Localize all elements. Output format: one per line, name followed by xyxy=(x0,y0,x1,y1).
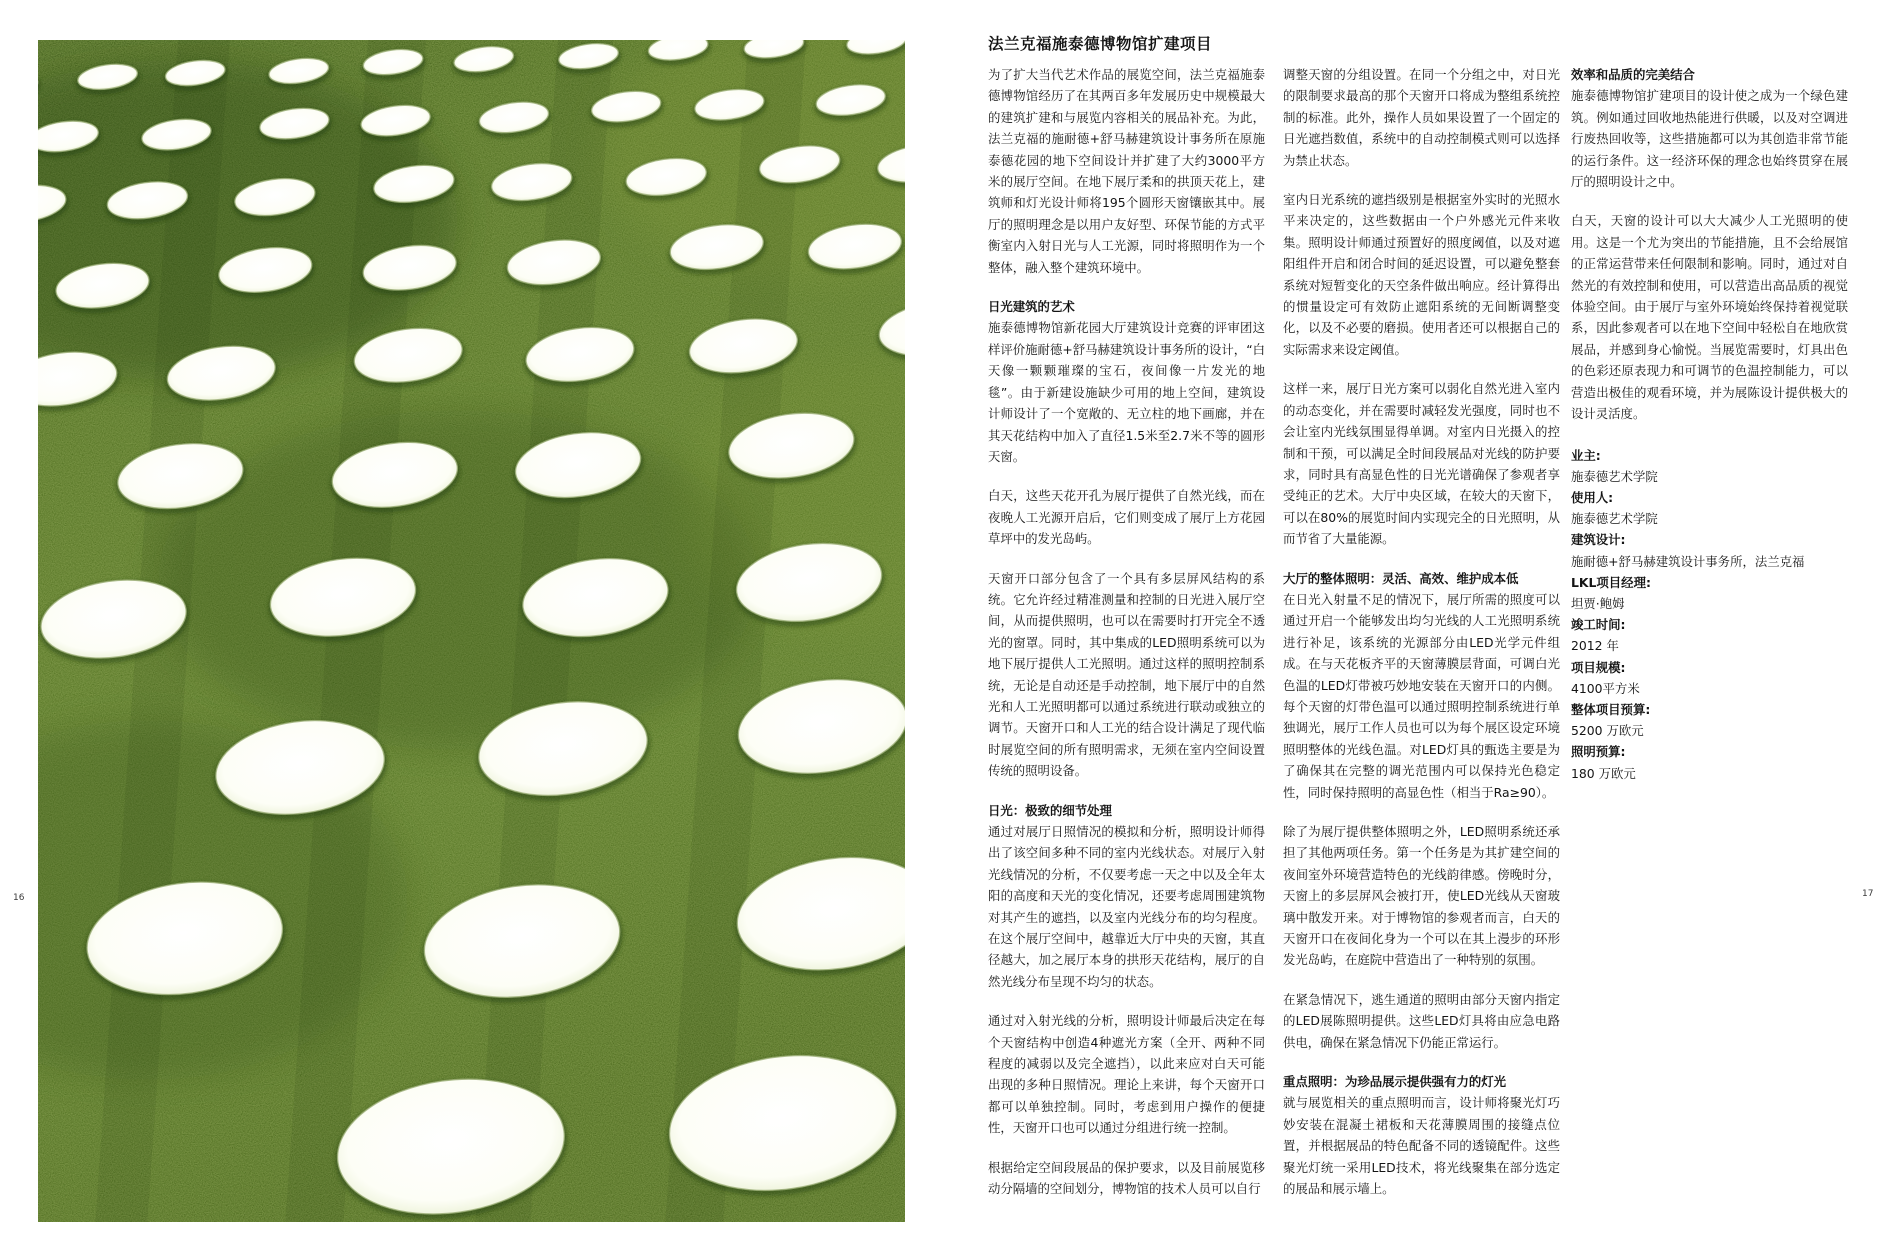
project-info-label: 竣工时间: xyxy=(1571,617,1626,633)
paragraph: 白天，这些天花开孔为展厅提供了自然光线，而在夜晚人工光源开启后，它们则变成了展厅上方花园草坪中的发光岛屿。 xyxy=(988,488,1265,547)
project-info-value: 施泰德艺术学院 xyxy=(1571,468,1658,484)
project-info-label: 建筑设计: xyxy=(1571,532,1626,548)
article-column-1 xyxy=(988,33,1265,1200)
project-info-value: 180 万欧元 xyxy=(1571,765,1636,781)
paragraph: 为了扩大当代艺术作品的展览空间，法兰克福施泰德博物馆经历了在其两百多年发展历史中规模最大的建筑扩建和与展览内容相关的展品补充。为此，法兰克福的施耐德+舒马赫建筑设计事务所在原施泰德花园的地下空间设计并扩建了大约3000平方米的展厅空间。在地下展厅柔和的拱顶天花上，建筑师和灯光设计师将195个圆形天窗镶嵌其中。展厅的照明理念是以用户友好型、环保节能的方式平衡室内入射日光与人工光源，同时将照明作为一个整体，融入整个建筑环境中。 xyxy=(988,67,1265,275)
project-info-label: 业主: xyxy=(1571,447,1601,463)
page-number-right: 17 xyxy=(1862,889,1874,899)
article-column-3 xyxy=(1571,33,1848,784)
lawn-skylights-photo-canvas xyxy=(38,40,905,1222)
paragraph: 除了为展厅提供整体照明之外，LED照明系统还承担了其他两项任务。第一个任务是为其扩建空间的夜间室外环境营造特色的光线韵律感。傍晚时分，天窗上的多层屏风会被打开，使LED光线从天窗玻璃中散发开来。对于博物馆的参观者而言，白天的天窗开口在夜间化身为一个可以在其上漫步的环形发光岛屿，在庭院中营造出了一种特别的氛围。 xyxy=(1283,824,1560,968)
paragraph: 室内日光系统的遮挡级别是根据室外实时的光照水平来决定的，这些数据由一个户外感光元件来收集。照明设计师通过预置好的照度阈值，以及对遮阳组件开启和闭合时间的延迟设置，可以避免整套系统对短暂变化的天空条件做出响应。经计算得出的惯量设定可有效防止遮阳系统的无间断调整变化，以及不必要的磨损。使用者还可以根据自己的实际需求来设定阈值。 xyxy=(1283,192,1560,357)
project-info-label: 使用人: xyxy=(1571,489,1614,505)
project-info-value: 4100平方米 xyxy=(1571,680,1640,696)
project-info-value: 施耐德+舒马赫建筑设计事务所，法兰克福 xyxy=(1571,553,1805,569)
project-info-value: 坦贾·鲍姆 xyxy=(1571,595,1625,611)
paragraph: 施泰德博物馆扩建项目的设计使之成为一个绿色建筑。例如通过回收地热能进行供暖，以及对空调进行废热回收等，这些措施都可以为其创造非常节能的运行条件。这一经济环保的理念也始终贯穿在展厅的照明设计之中。 xyxy=(1571,88,1848,190)
paragraph: 通过对展厅日照情况的模拟和分析，照明设计师得出了该空间多种不同的室内光线状态。对展厅入射光线情况的分析，不仅要考虑一天之中以及全年太阳的高度和天光的变化情况，还要考虑周围建筑物对其产生的遮挡，以及室内光线分布的均匀程度。在这个展厅空间中，越靠近大厅中央的天窗，其直径越大，加之展厅本身的拱形天花结构，展厅的自然光线分布呈现不均匀的状态。 xyxy=(988,824,1265,989)
section-heading: 日光：极致的细节处理 xyxy=(988,802,1112,818)
paragraph: 通过对入射光线的分析，照明设计师最后决定在每个天窗结构中创造4种遮光方案（全开、两种不同程度的减弱以及完全遮挡），以此来应对白天可能出现的多种日照情况。理论上来讲，每个天窗开口都可以单独控制。同时，考虑到用户操作的便捷性，天窗开口也可以通过分组进行统一控制。 xyxy=(988,1013,1265,1136)
lawn-skylights-photo xyxy=(38,40,905,1222)
paragraph: 施泰德博物馆新花园大厅建筑设计竞赛的评审团这样评价施耐德+舒马赫建筑设计事务所的设计，“白天像一颗颗璀璨的宝石，夜间像一片发光的地毯”。由于新建设施缺少可用的地上空间，建筑设计师设计了一个宽敞的、无立柱的地下画廊，并在其天花结构中加入了直径1.5米至2.7米不等的圆形天窗。 xyxy=(988,320,1266,464)
project-info-value: 施泰德艺术学院 xyxy=(1571,511,1658,527)
paragraph: 这样一来，展厅日光方案可以弱化自然光进入室内的动态变化，并在需要时减轻发光强度，同时也不会让室内光线氛围显得单调。对室内日光摄入的控制和干预，可以满足全时间段展品对光线的防护要求，同时具有高显色性的日光光谱确保了参观者享受纯正的艺术。大厅中央区域，在较大的天窗下，可以在80%的展览时间内实现完全的日光照明，从而节省了大量能源。 xyxy=(1283,381,1560,547)
project-info-value: 2012 年 xyxy=(1571,638,1619,654)
project-info-label: LKL项目经理: xyxy=(1571,574,1651,590)
paragraph: 天窗开口部分包含了一个具有多层屏风结构的系统。它允许经过精准测量和控制的日光进入展厅空间，从而提供照明，也可以在需要时打开完全不透光的窗罩。同时，其中集成的LED照明系统可以为地下展厅提供人工光照明。通过这样的照明控制系统，无论是自动还是手动控制，地下展厅中的自然光和人工光照明都可以通过系统进行联动或独立的调节。天窗开口和人工光的结合设计满足了现代临时展览空间的所有照明需求，无须在室内空间设置传统的照明设备。 xyxy=(988,570,1265,779)
project-info-value: 5200 万欧元 xyxy=(1571,723,1644,739)
section-heading: 效率和品质的完美结合 xyxy=(1571,67,1695,82)
section-heading: 日光建筑的艺术 xyxy=(988,299,1075,315)
paragraph: 在日光入射量不足的情况下，展厅所需的照度可以通过开启一个能够发出均匀光线的人工光照明系统进行补足，该系统的光源部分由LED光学元件组成。在与天花板齐平的天窗薄膜层背面，可调白光色温的LED灯带被巧妙地安装在天窗开口的内侧。每个天窗的灯带色温可以通过照明控制系统进行单独调光，展厅工作人员也可以为每个展区设定环境照明整体的光线色温。对LED灯具的甄选主要是为了确保其在完整的调光范围内可以保持光色稳定性，同时保持照明的高显色性（相当于Ra≥90）。 xyxy=(1283,591,1560,800)
paragraph: 白天，天窗的设计可以大大减少人工光照明的使用。这是一个尤为突出的节能措施，且不会给展馆的正常运营带来任何限制和影响。同时，通过对自然光的有效控制和使用，可以营造出高品质的视觉体验空间。由于展厅与室外环境始终保持着视觉联系，因此参观者可以在地下空间中轻松自在地欣赏展品，并感到身心愉悦。当展览需要时，灯具出色的色彩还原表现力和可调节的色温控制能力，可以营造出极佳的观看环境，并为展陈设计提供极大的设计灵活度。 xyxy=(1571,213,1848,422)
paragraph: 根据给定空间段展品的保护要求，以及目前展览移动分隔墙的空间划分，博物馆的技术人员可以自行 xyxy=(988,1159,1265,1197)
project-info-label: 整体项目预算: xyxy=(1571,701,1651,717)
section-heading: 重点照明：为珍品展示提供强有力的灯光 xyxy=(1283,1074,1507,1090)
project-info-list xyxy=(1571,445,1848,784)
article-column-2 xyxy=(1283,33,1560,1200)
paragraph: 调整天窗的分组设置。在同一个分组之中，对日光的限制要求最高的那个天窗开口将成为整组系统控制的标准。此外，操作人员如果设置了一个固定的日光遮挡数值，系统中的自动控制模式则可以选择为禁止状态。 xyxy=(1283,67,1560,168)
paragraph: 在紧急情况下，逃生通道的照明由部分天窗内指定的LED展陈照明提供。这些LED灯具将由应急电路供电，确保在紧急情况下仍能正常运行。 xyxy=(1283,991,1560,1050)
page-number-left: 16 xyxy=(13,893,25,903)
project-info-label: 项目规模: xyxy=(1571,659,1626,675)
project-info-label: 照明预算: xyxy=(1571,744,1626,760)
section-heading: 大厅的整体照明：灵活、高效、维护成本低 xyxy=(1283,570,1519,586)
article-title: 法兰克福施泰德博物馆扩建项目 xyxy=(988,35,1213,53)
paragraph: 就与展览相关的重点照明而言，设计师将聚光灯巧妙安装在混凝土裙板和天花薄膜周围的接缝点位置，并根据展品的特色配备不同的透镜配件。这些聚光灯统一采用LED技术，将光线聚集在部分选定的展品和展示墙上。 xyxy=(1283,1095,1560,1197)
